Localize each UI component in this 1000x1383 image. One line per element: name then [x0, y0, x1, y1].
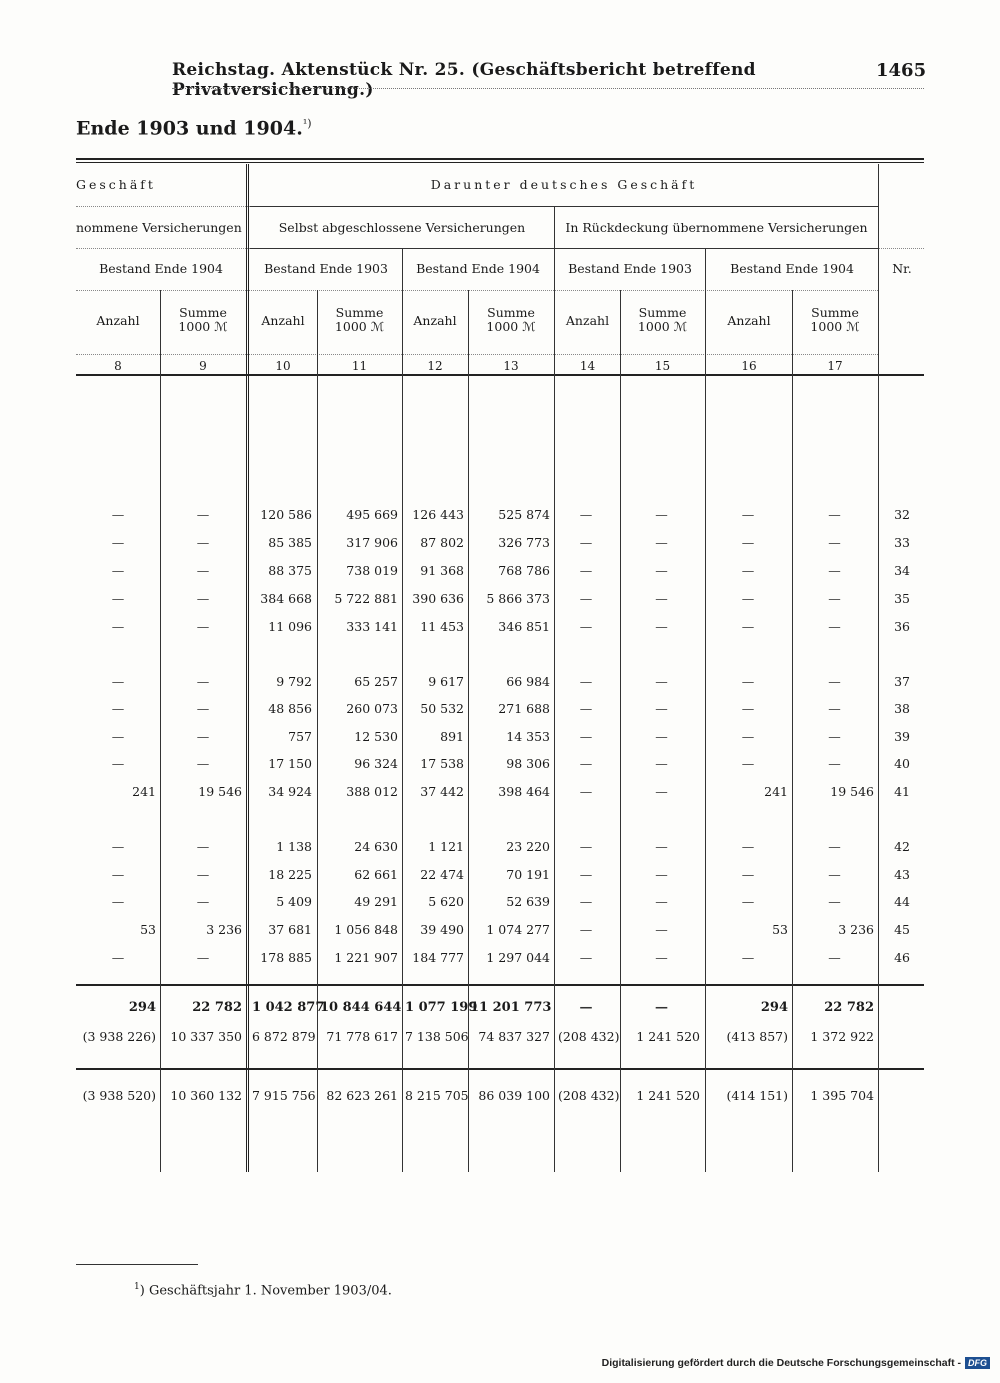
table-cell: 294	[760, 1000, 788, 1015]
table-cell: —	[196, 701, 210, 716]
table-cell: —	[828, 674, 841, 689]
table-cell: (414 151)	[726, 1088, 788, 1103]
table-cell: 9 792	[276, 674, 312, 689]
table-cell: 22 782	[192, 1000, 242, 1015]
table-cell: 19 546	[198, 784, 242, 799]
table-cell: 126 443	[412, 507, 464, 522]
table-cell: —	[828, 756, 841, 771]
table-cell: 294	[128, 1000, 156, 1015]
table-cell: —	[655, 950, 668, 965]
summe-label: Summe	[179, 305, 227, 320]
table-cell: —	[579, 507, 593, 522]
table-cell: —	[579, 894, 593, 909]
table-cell: 390 636	[412, 591, 464, 606]
table-cell: 241	[764, 784, 788, 799]
table-cell: 5 620	[428, 894, 464, 909]
table-cell: —	[741, 839, 755, 854]
table-cell: —	[579, 839, 593, 854]
table-cell: 11 201 773	[470, 1000, 552, 1015]
rule	[878, 164, 879, 1172]
table-cell: —	[111, 894, 125, 909]
column-number: 17	[827, 359, 843, 373]
table-cell: 91 368	[420, 563, 464, 578]
table-cell: —	[111, 701, 125, 716]
column-number: 15	[654, 359, 671, 373]
table-cell: —	[828, 619, 841, 634]
table-cell: 48 856	[268, 701, 312, 716]
table-cell: —	[655, 591, 668, 606]
table-cell: 1 121	[428, 839, 464, 854]
table-cell: 260 073	[346, 701, 398, 716]
table-cell: 7 138 506	[405, 1029, 469, 1044]
table-cell: —	[828, 591, 841, 606]
period-1904-a: Bestand Ende 1904	[416, 261, 540, 276]
table-cell: —	[828, 701, 841, 716]
table-cell: 9 617	[428, 674, 464, 689]
subtitle-text: Ende 1903 und 1904.	[76, 117, 303, 140]
table-cell: 1 074 277	[486, 922, 550, 937]
table-cell: —	[828, 950, 841, 965]
table-cell: —	[579, 784, 593, 799]
table-cell: 317 906	[346, 535, 398, 550]
summe-label: Summe	[487, 305, 535, 320]
table-cell: (3 938 226)	[82, 1029, 156, 1044]
table-cell: 5 409	[276, 894, 312, 909]
table-cell: 10 337 350	[170, 1029, 242, 1044]
page-subtitle	[76, 117, 312, 139]
unit-label: 1000 ℳ	[178, 319, 228, 335]
summe-label: Summe	[638, 305, 687, 320]
table-cell: —	[655, 867, 668, 882]
table-cell: 10 360 132	[170, 1088, 242, 1103]
left-group-title: Geschäft	[76, 177, 156, 192]
table-cell: 98 306	[506, 756, 550, 771]
table-cell: —	[579, 563, 593, 578]
page-number: 1465	[876, 60, 927, 81]
table-cell: 5 866 373	[486, 591, 550, 606]
summe-label: Summe	[811, 305, 859, 320]
column-number: 9	[199, 359, 207, 373]
row-number: 43	[894, 867, 910, 882]
table-cell: 66 984	[506, 674, 550, 689]
table-cell: —	[111, 535, 125, 550]
row-number: 40	[894, 756, 910, 771]
table-cell: —	[111, 756, 125, 771]
table-cell: —	[655, 729, 668, 744]
table-cell: 525 874	[498, 507, 550, 522]
table-cell: 82 623 261	[326, 1088, 398, 1103]
period-1904-b: Bestand Ende 1904	[730, 261, 854, 276]
table-cell: —	[196, 535, 210, 550]
table-cell: —	[111, 867, 125, 882]
column-number: 13	[503, 359, 519, 373]
table-cell: 1 372 922	[810, 1029, 874, 1044]
period-1903-a: Bestand Ende 1903	[264, 261, 388, 276]
table-cell: 1 042 877	[252, 1000, 325, 1015]
summe-header	[792, 306, 878, 335]
table-cell: 62 661	[354, 867, 398, 882]
subgroup-self: Selbst abgeschlossene Versicherungen	[278, 220, 526, 235]
table-cell: —	[579, 674, 593, 689]
table-cell: 184 777	[412, 950, 464, 965]
table-cell: —	[196, 729, 210, 744]
table-cell: 120 586	[260, 507, 312, 522]
table-cell: 37 442	[420, 784, 464, 799]
grand-total-rule	[76, 1068, 924, 1070]
summe-header	[468, 306, 554, 335]
table-cell: —	[196, 591, 210, 606]
table-cell: —	[111, 950, 125, 965]
table-cell: —	[579, 922, 593, 937]
table-cell: —	[655, 674, 668, 689]
table-cell: —	[196, 563, 210, 578]
table-cell: —	[111, 839, 125, 854]
table-cell: 85 385	[268, 535, 312, 550]
table-cell: —	[579, 535, 593, 550]
table-cell: —	[741, 619, 755, 634]
table-cell: —	[655, 619, 668, 634]
table-cell: 398 464	[498, 784, 550, 799]
table-cell: 326 773	[498, 535, 550, 550]
table-cell: —	[196, 839, 210, 854]
table-cell: 1 221 907	[334, 950, 398, 965]
table-cell: 24 630	[354, 839, 398, 854]
table-cell: 388 012	[346, 784, 398, 799]
table-cell: 49 291	[354, 894, 398, 909]
table-cell: 1 077 199	[405, 1000, 478, 1015]
table-cell: —	[111, 619, 125, 634]
main-group-title: Darunter deutsches Geschäft	[430, 177, 698, 192]
table-cell: 74 837 327	[478, 1029, 550, 1044]
table-cell: 88 375	[268, 563, 312, 578]
digitization-credit	[602, 1357, 990, 1369]
rule	[250, 248, 878, 249]
nr-header: Nr.	[892, 261, 912, 276]
row-number: 46	[894, 950, 910, 965]
row-number: 32	[894, 507, 910, 522]
table-cell: 17 150	[268, 756, 312, 771]
table-cell: 1 138	[276, 839, 312, 854]
table-cell: 19 546	[830, 784, 874, 799]
table-cell: 23 220	[506, 839, 550, 854]
table-cell: —	[828, 507, 841, 522]
table-cell: 768 786	[498, 563, 550, 578]
table-cell: 384 668	[260, 591, 312, 606]
table-cell: 1 297 044	[486, 950, 550, 965]
table-cell: —	[196, 950, 210, 965]
row-number: 45	[894, 922, 910, 937]
table-cell: 14 353	[506, 729, 550, 744]
table-top-rule-thin	[76, 162, 924, 163]
table-cell: —	[579, 950, 593, 965]
table-cell: 8 215 705	[405, 1088, 469, 1103]
table-cell: —	[741, 701, 755, 716]
table-cell: —	[579, 867, 593, 882]
row-number: 33	[894, 535, 910, 550]
table-cell: 3 236	[206, 922, 242, 937]
unit-label: 1000 ℳ	[810, 319, 860, 335]
row-number: 44	[894, 894, 910, 909]
column-number: 10	[275, 359, 291, 373]
table-cell: —	[741, 563, 755, 578]
table-cell: —	[741, 756, 755, 771]
anzahl-header: Anzahl	[565, 313, 610, 328]
rule	[76, 374, 924, 376]
table-cell: 10 844 644	[320, 1000, 402, 1015]
column-number: 8	[114, 359, 122, 373]
table-cell: —	[111, 507, 125, 522]
table-cell: —	[111, 729, 125, 744]
table-cell: 34 924	[268, 784, 312, 799]
table-cell: —	[828, 839, 841, 854]
table-cell: 52 639	[506, 894, 550, 909]
unit-label: 1000 ℳ	[637, 319, 688, 335]
table-cell: —	[741, 674, 755, 689]
table-cell: —	[655, 784, 668, 799]
table-cell: 53	[772, 922, 788, 937]
table-cell: 346 851	[498, 619, 550, 634]
table-cell: —	[655, 507, 668, 522]
summe-label: Summe	[335, 305, 384, 320]
table-cell: 738 019	[346, 563, 398, 578]
summe-header	[620, 306, 705, 335]
row-number: 36	[894, 619, 910, 634]
row-number: 39	[894, 729, 910, 744]
credit-text: Digitalisierung gefördert durch die Deutsche Forschungsgemeinschaft -	[601, 1357, 961, 1369]
table-cell: 271 688	[498, 701, 550, 716]
table-cell: —	[741, 591, 755, 606]
table-cell: 12 530	[354, 729, 398, 744]
rule	[160, 290, 161, 1172]
table-cell: —	[741, 729, 755, 744]
summe-header	[317, 306, 402, 335]
rule	[554, 206, 555, 1172]
table-cell: 22 474	[420, 867, 464, 882]
table-cell: —	[196, 619, 210, 634]
table-cell: —	[196, 674, 210, 689]
table-cell: 39 490	[420, 922, 464, 937]
table-cell: —	[196, 894, 210, 909]
table-cell: —	[579, 619, 593, 634]
table-cell: 6 872 879	[252, 1029, 316, 1044]
table-cell: 71 778 617	[326, 1029, 398, 1044]
subtitle-footnote-marker: ¹)	[302, 117, 312, 130]
table-cell: —	[828, 535, 841, 550]
anzahl-header: Anzahl	[261, 313, 305, 328]
footnote-text: ) Geschäftsjahr 1. November 1903/04.	[139, 1283, 392, 1299]
anzahl-header: Anzahl	[413, 313, 457, 328]
dfg-logo: DFG	[965, 1357, 990, 1369]
table-cell: —	[655, 756, 668, 771]
table-cell: —	[828, 867, 841, 882]
table-cell: —	[828, 894, 841, 909]
table-cell: —	[196, 507, 210, 522]
rule	[317, 290, 318, 1172]
table-cell: —	[655, 894, 668, 909]
row-number: 37	[894, 674, 910, 689]
table-cell: —	[741, 867, 755, 882]
table-cell: 65 257	[354, 674, 398, 689]
table-cell: 22 782	[824, 1000, 874, 1015]
table-cell: —	[828, 563, 841, 578]
subgroup-reinsurance: In Rückdeckung übernommene Versicherungen	[565, 220, 868, 235]
table-cell: —	[741, 535, 755, 550]
table-cell: 11 096	[268, 619, 312, 634]
table-cell: 3 236	[838, 922, 874, 937]
left-group-period: Bestand Ende 1904	[99, 261, 223, 276]
anzahl-header: Anzahl	[727, 313, 771, 328]
row-number: 38	[894, 701, 910, 716]
table-cell: (208 432)	[558, 1088, 620, 1103]
footnote	[134, 1282, 392, 1298]
footnote-marker: 1	[134, 1282, 140, 1292]
table-cell: 53	[140, 922, 156, 937]
table-cell: —	[655, 563, 668, 578]
table-cell: (208 432)	[558, 1029, 620, 1044]
table-cell: 37 681	[268, 922, 312, 937]
rule	[246, 164, 249, 1172]
table-top-rule	[76, 158, 924, 160]
column-number: 16	[741, 359, 757, 373]
table-cell: 241	[132, 784, 156, 799]
rule	[250, 206, 878, 207]
table-cell: 891	[440, 729, 464, 744]
table-cell: —	[741, 950, 755, 965]
table-cell: 17 538	[420, 756, 464, 771]
table-cell: —	[579, 591, 593, 606]
table-cell: 18 225	[268, 867, 312, 882]
row-number: 34	[894, 563, 910, 578]
left-group-sub: nommene Versicherungen	[76, 220, 242, 235]
table-cell: —	[741, 507, 755, 522]
rule	[76, 290, 878, 291]
row-number: 42	[894, 839, 910, 854]
unit-label: 1000 ℳ	[334, 319, 385, 335]
table-cell: 1 395 704	[810, 1088, 874, 1103]
totals-rule	[76, 984, 924, 986]
anzahl-header: Anzahl	[96, 313, 140, 328]
rule	[620, 290, 621, 1172]
row-number: 41	[894, 784, 910, 799]
table-cell: —	[579, 701, 593, 716]
rule	[705, 248, 706, 1172]
head-rule	[172, 88, 924, 89]
table-cell: —	[111, 563, 125, 578]
table-cell: —	[196, 756, 210, 771]
table-cell: 757	[288, 729, 312, 744]
running-head: Reichstag. Aktenstück Nr. 25. (Geschäftsbericht betreffend Privatversicherung.)	[172, 60, 756, 100]
table-cell: 50 532	[420, 701, 464, 716]
table-cell: 1 056 848	[334, 922, 398, 937]
table-cell: —	[655, 1000, 668, 1015]
table-cell: 7 915 756	[252, 1088, 316, 1103]
table-cell: —	[655, 535, 668, 550]
table-cell: 1 241 520	[636, 1029, 700, 1044]
table-cell: 178 885	[260, 950, 312, 965]
rule	[792, 290, 793, 1172]
table-cell: —	[741, 894, 755, 909]
table-cell: (3 938 520)	[82, 1088, 156, 1103]
column-number: 12	[427, 359, 443, 373]
table-cell: —	[579, 729, 593, 744]
table-cell: —	[111, 674, 125, 689]
column-number: 14	[579, 359, 596, 373]
rule	[76, 354, 878, 355]
table-cell: 70 191	[506, 867, 550, 882]
rule	[402, 248, 403, 1172]
table-cell: 11 453	[420, 619, 464, 634]
row-number: 35	[894, 591, 910, 606]
table-cell: 495 669	[346, 507, 398, 522]
unit-label: 1000 ℳ	[486, 319, 536, 335]
footnote-rule	[76, 1264, 198, 1265]
table-cell: —	[655, 701, 668, 716]
table-cell: —	[196, 867, 210, 882]
table-cell: 5 722 881	[334, 591, 398, 606]
table-cell: 96 324	[354, 756, 398, 771]
table-cell: —	[655, 922, 668, 937]
table-cell: (413 857)	[726, 1029, 788, 1044]
table-cell: 87 802	[420, 535, 464, 550]
table-cell: 1 241 520	[636, 1088, 700, 1103]
table-cell: —	[579, 1000, 593, 1015]
column-number: 11	[351, 359, 368, 373]
table-cell: —	[828, 729, 841, 744]
table-cell: 333 141	[346, 619, 398, 634]
table-cell: —	[111, 591, 125, 606]
table-cell: 86 039 100	[478, 1088, 550, 1103]
table-cell: —	[579, 756, 593, 771]
table-cell: —	[655, 839, 668, 854]
period-1903-b: Bestand Ende 1903	[568, 261, 692, 276]
summe-header	[160, 306, 246, 335]
